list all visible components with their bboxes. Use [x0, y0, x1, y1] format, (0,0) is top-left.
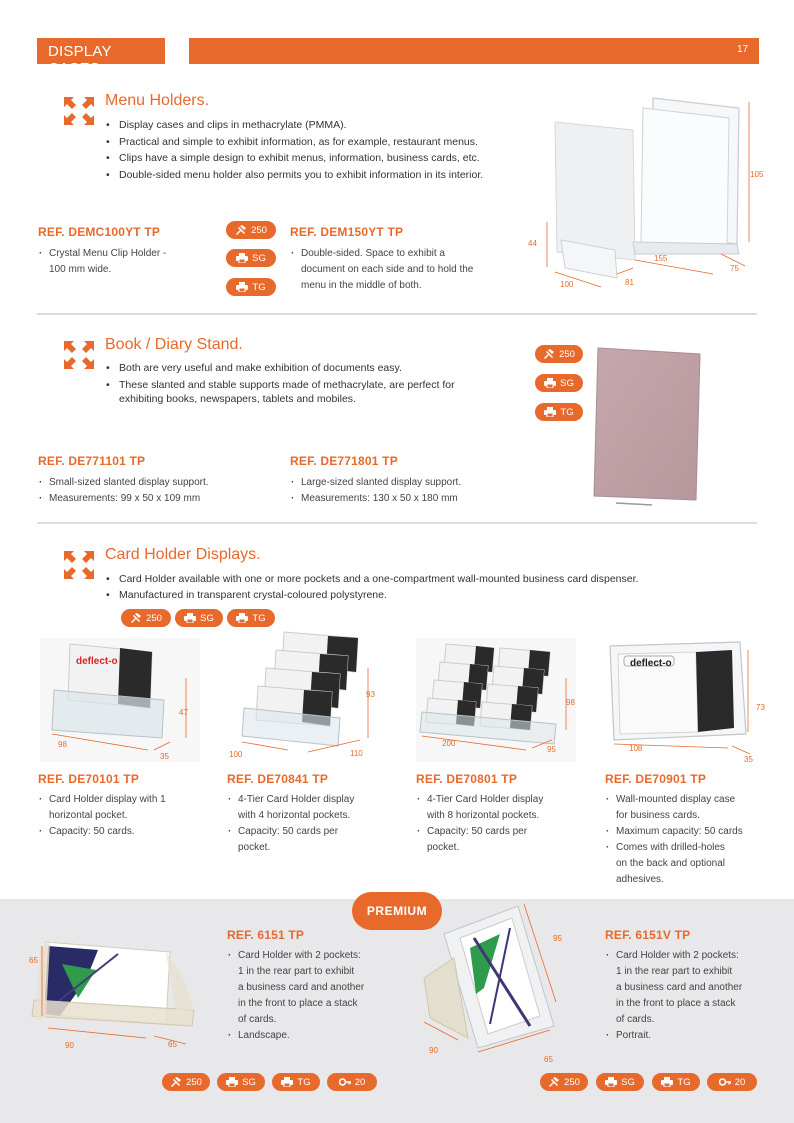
- dimension-label: 35: [160, 752, 169, 761]
- badge-sg: [217, 1073, 265, 1091]
- badge-sg: [175, 609, 223, 627]
- product-desc: [38, 246, 208, 278]
- product-desc: [227, 792, 397, 856]
- printer-icon: [544, 407, 556, 417]
- dimension-label: 90: [429, 1046, 438, 1055]
- menu-holders-title: Menu Holders.: [105, 92, 210, 109]
- badge-label: 250: [559, 348, 575, 360]
- expand-icon: [63, 340, 95, 370]
- menu-holders-bullets: [106, 117, 546, 183]
- badge-label: TG: [677, 1076, 691, 1088]
- desc-line: Capacity: 50 cards per: [427, 826, 528, 837]
- desc-line: pocket.: [427, 842, 460, 853]
- bullet-line: exhibiting books, newspapers, tablets and mobiles.: [119, 393, 356, 405]
- bullet: • Double-sided menu holder also permits you to exhibit information in its interior.: [106, 167, 546, 184]
- desc-line: Comes with drilled-holes: [616, 842, 725, 853]
- desc-line: 1 in the rear part to exhibit: [238, 966, 355, 977]
- dimension-label: 100: [560, 280, 574, 289]
- desc-line: of cards.: [238, 1014, 277, 1025]
- tools-icon: [548, 1077, 560, 1087]
- product-ref: REF. DEM150YT TP: [290, 225, 404, 239]
- expand-icon: [63, 96, 95, 126]
- dimension-label: 95: [547, 745, 556, 754]
- desc-line: a business card and another: [238, 982, 365, 993]
- desc-line: of cards.: [616, 1014, 655, 1025]
- product-ref: REF. DE70841 TP: [227, 772, 329, 786]
- section-header-title: DISPLAY CASES: [37, 38, 165, 64]
- desc-line: in the front to place a stack: [616, 998, 736, 1009]
- desc-line: for business cards.: [616, 810, 700, 821]
- key-icon: [339, 1077, 351, 1087]
- dimension-label: 200: [442, 739, 456, 748]
- dimension-label: 108: [629, 744, 643, 753]
- dimension-label: 155: [654, 254, 668, 263]
- product-ref: REF. 6151 TP: [227, 928, 305, 942]
- dimension-label: 65: [544, 1055, 553, 1064]
- dimension-label: 65: [168, 1040, 177, 1049]
- desc-line: 100 mm wide.: [49, 264, 112, 275]
- desc-line: 4-Tier Card Holder display: [238, 794, 355, 805]
- bullet: [106, 378, 526, 406]
- badge-label: SG: [621, 1076, 635, 1088]
- product-desc: [227, 948, 397, 1044]
- card-holder-2-photo: [228, 628, 383, 762]
- dimension-label: 47: [179, 708, 188, 717]
- card-holder-3-photo: [416, 638, 576, 762]
- card-holders-bullets: [106, 571, 706, 603]
- badge-cut: [540, 1073, 588, 1091]
- desc-line: Card Holder with 2 pockets:: [238, 950, 361, 961]
- tools-icon: [235, 225, 247, 235]
- badge-label: TG: [252, 612, 266, 624]
- badge-sg: [535, 374, 583, 392]
- book-stand-title: Book / Diary Stand.: [105, 336, 243, 353]
- desc-line: · Small-sized slanted display support.: [38, 475, 258, 491]
- desc-line: 1 in the rear part to exhibit: [616, 966, 733, 977]
- badge-tg: [535, 403, 583, 421]
- badge-sg: [596, 1073, 644, 1091]
- bullet: • Display cases and clips in methacrylate (PMMA).: [106, 117, 546, 134]
- dimension-label: 95: [553, 934, 562, 943]
- header-bar: [189, 38, 759, 64]
- desc-line: · Measurements: 99 x 50 x 109 mm: [38, 491, 258, 507]
- badge-cut: [535, 345, 583, 363]
- printer-icon: [544, 378, 556, 388]
- badge-cut: [226, 221, 276, 239]
- dimension-label: 105: [750, 170, 764, 179]
- printer-icon: [661, 1077, 673, 1087]
- desc-line: document on each side and to hold the: [301, 264, 474, 275]
- premium-1-photo: [26, 920, 206, 1055]
- product-desc: [605, 792, 775, 888]
- desc-line: · Measurements: 130 x 50 x 180 mm: [290, 491, 510, 507]
- bullet: • Both are very useful and make exhibition of documents easy.: [106, 361, 526, 375]
- product-desc: [290, 246, 520, 294]
- printer-icon: [605, 1077, 617, 1087]
- product-ref: REF. DE771801 TP: [290, 454, 398, 468]
- badge-label: SG: [242, 1076, 256, 1088]
- menu-holder-photo: [525, 92, 765, 292]
- product-desc: [38, 792, 208, 840]
- bullet: • Practical and simple to exhibit information, as for example, restaurant menus.: [106, 134, 546, 151]
- printer-icon: [236, 282, 248, 292]
- dimension-label: 98: [566, 698, 575, 707]
- badge-label: SG: [252, 252, 266, 264]
- desc-line: with 4 horizontal pockets.: [238, 810, 351, 821]
- dimension-label: 75: [730, 264, 739, 273]
- desc-line: · Landscape.: [227, 1028, 397, 1044]
- dimension-label: 73: [756, 703, 765, 712]
- printer-icon: [236, 613, 248, 623]
- bullet: • Manufactured in transparent crystal-coloured polystyrene.: [106, 587, 706, 603]
- badge-label: TG: [297, 1076, 311, 1088]
- product-desc: [38, 475, 258, 507]
- dimension-label: 110: [350, 749, 363, 758]
- brand-logo-text: deflect-o: [76, 656, 118, 667]
- product-ref: REF. DE70901 TP: [605, 772, 707, 786]
- book-stand-bullets: [106, 361, 526, 406]
- dimension-label: 81: [625, 278, 634, 287]
- badge-label: TG: [560, 406, 574, 418]
- badge-label: 250: [146, 612, 162, 624]
- desc-line: a business card and another: [616, 982, 743, 993]
- desc-line: · Maximum capacity: 50 cards: [605, 824, 775, 840]
- badge-label: 250: [564, 1076, 580, 1088]
- brand-logo-text: deflect-o: [630, 658, 672, 669]
- badge-key: [707, 1073, 757, 1091]
- desc-line: · Portrait.: [605, 1028, 775, 1044]
- premium-badge: PREMIUM: [352, 892, 442, 930]
- desc-line: adhesives.: [616, 874, 664, 885]
- desc-line: on the back and optional: [616, 858, 725, 869]
- desc-line: horizontal pocket.: [49, 810, 128, 821]
- badge-label: 250: [186, 1076, 202, 1088]
- bullet: • Card Holder available with one or more pockets and a one-compartment wall-mounted business card dispenser.: [106, 571, 706, 587]
- dimension-label: 35: [744, 755, 753, 764]
- desc-line: · Large-sized slanted display support.: [290, 475, 510, 491]
- product-ref: REF. DE70801 TP: [416, 772, 518, 786]
- badge-label: 20: [734, 1076, 746, 1088]
- desc-line: Card Holder with 2 pockets:: [616, 950, 739, 961]
- page-number: 17: [737, 44, 749, 55]
- product-ref: REF. 6151V TP: [605, 928, 691, 942]
- badge-tg: [272, 1073, 320, 1091]
- badge-key: [327, 1073, 377, 1091]
- tools-icon: [170, 1077, 182, 1087]
- product-ref: REF. DE70101 TP: [38, 772, 140, 786]
- book-stand-photo: [590, 340, 710, 510]
- desc-line: Capacity: 50 cards per: [238, 826, 339, 837]
- section-divider: [37, 313, 757, 315]
- printer-icon: [281, 1077, 293, 1087]
- dimension-label: 100: [229, 750, 243, 759]
- badge-cut: [121, 609, 171, 627]
- card-holders-title: Card Holder Displays.: [105, 546, 261, 563]
- dimension-label: 90: [65, 1041, 74, 1050]
- expand-icon: [63, 550, 95, 580]
- tools-icon: [130, 613, 142, 623]
- badge-tg: [652, 1073, 700, 1091]
- product-ref: REF. DE771101 TP: [38, 454, 146, 468]
- printer-icon: [226, 1077, 238, 1087]
- desc-line: menu in the middle of both.: [301, 280, 422, 291]
- product-desc: [290, 475, 510, 507]
- product-ref: REF. DEMC100YT TP: [38, 225, 161, 239]
- product-desc: [416, 792, 586, 856]
- desc-line: Wall-mounted display case: [616, 794, 736, 805]
- card-holder-4-photo: [604, 636, 754, 762]
- badge-cut: [162, 1073, 210, 1091]
- desc-line: Double-sided. Space to exhibit a: [301, 248, 445, 259]
- dimension-label: 65: [29, 956, 38, 965]
- section-divider: [37, 522, 757, 524]
- desc-line: with 8 horizontal pockets.: [427, 810, 540, 821]
- bullet: • Clips have a simple design to exhibit menus, information, business cards, etc.: [106, 150, 546, 167]
- premium-2-photo: [414, 898, 574, 1063]
- badge-label: 250: [251, 224, 267, 236]
- badge-label: SG: [560, 377, 574, 389]
- badge-label: TG: [252, 281, 266, 293]
- dimension-label: 98: [58, 740, 67, 749]
- product-desc: [605, 948, 775, 1044]
- bullet-line: These slanted and stable supports made of methacrylate, are perfect for: [119, 379, 455, 391]
- badge-tg: [227, 609, 275, 627]
- desc-line: in the front to place a stack: [238, 998, 358, 1009]
- badge-sg: [226, 249, 276, 267]
- desc-line: · Capacity: 50 cards.: [38, 824, 208, 840]
- desc-line: Crystal Menu Clip Holder -: [49, 248, 167, 259]
- badge-tg: [226, 278, 276, 296]
- dimension-label: 93: [366, 690, 375, 699]
- dimension-label: 44: [528, 239, 537, 248]
- printer-icon: [184, 613, 196, 623]
- desc-line: pocket.: [238, 842, 271, 853]
- desc-line: 4-Tier Card Holder display: [427, 794, 544, 805]
- badge-label: SG: [200, 612, 214, 624]
- printer-icon: [236, 253, 248, 263]
- tools-icon: [543, 349, 555, 359]
- badge-label: 20: [354, 1076, 366, 1088]
- key-icon: [719, 1077, 731, 1087]
- desc-line: Card Holder display with 1: [49, 794, 166, 805]
